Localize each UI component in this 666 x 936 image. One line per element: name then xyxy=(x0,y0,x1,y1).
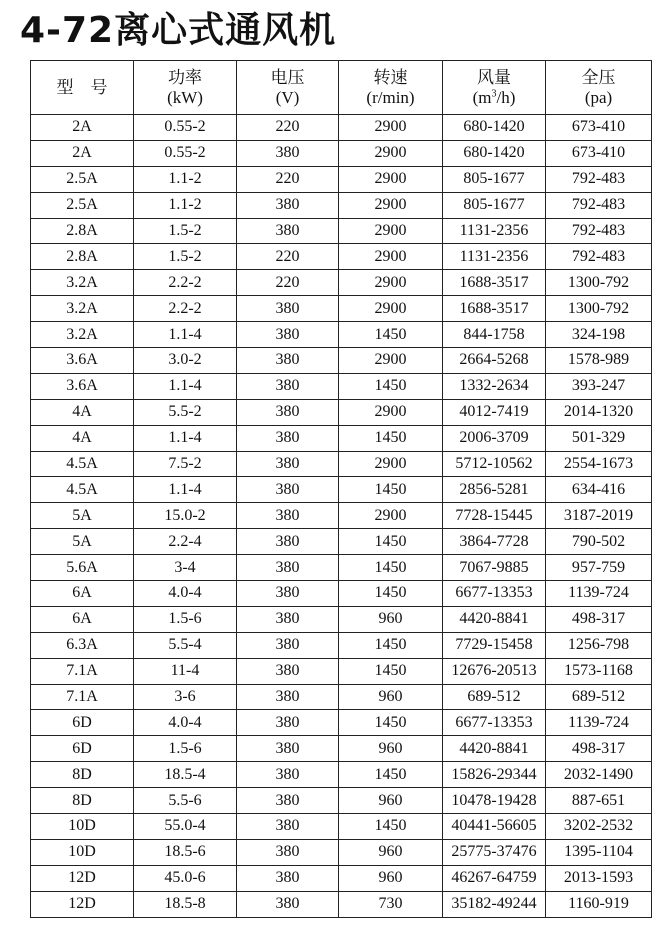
cell-airflow: 10478-19428 xyxy=(443,788,546,814)
cell-airflow: 689-512 xyxy=(443,684,546,710)
cell-speed: 960 xyxy=(339,606,443,632)
table-header-row xyxy=(31,61,652,115)
cell-airflow: 25775-37476 xyxy=(443,839,546,865)
cell-pressure: 393-247 xyxy=(546,373,652,399)
cell-model: 2.8A xyxy=(31,244,134,270)
table-row xyxy=(31,270,652,296)
cell-power: 55.0-4 xyxy=(134,814,237,840)
cell-model: 5.6A xyxy=(31,555,134,581)
header-total-pressure: 全压 (pa) xyxy=(546,61,652,115)
cell-pressure: 1573-1168 xyxy=(546,658,652,684)
table-row xyxy=(31,529,652,555)
cell-speed: 1450 xyxy=(339,632,443,658)
cell-pressure: 1256-798 xyxy=(546,632,652,658)
table-row xyxy=(31,322,652,348)
cell-voltage: 380 xyxy=(237,529,339,555)
cell-voltage: 380 xyxy=(237,296,339,322)
cell-model: 7.1A xyxy=(31,658,134,684)
cell-speed: 960 xyxy=(339,684,443,710)
cell-speed: 2900 xyxy=(339,451,443,477)
cell-model: 4.5A xyxy=(31,451,134,477)
cell-pressure: 792-483 xyxy=(546,218,652,244)
cell-pressure: 887-651 xyxy=(546,788,652,814)
cell-voltage: 380 xyxy=(237,322,339,348)
cell-power: 18.5-8 xyxy=(134,891,237,917)
cell-voltage: 380 xyxy=(237,348,339,374)
cell-speed: 730 xyxy=(339,891,443,917)
cell-speed: 960 xyxy=(339,788,443,814)
cell-model: 5A xyxy=(31,529,134,555)
cell-model: 5A xyxy=(31,503,134,529)
cell-airflow: 40441-56605 xyxy=(443,814,546,840)
cell-power: 18.5-6 xyxy=(134,839,237,865)
cell-pressure: 498-317 xyxy=(546,606,652,632)
cell-airflow: 12676-20513 xyxy=(443,658,546,684)
table-row xyxy=(31,115,652,141)
cell-airflow: 35182-49244 xyxy=(443,891,546,917)
cell-airflow: 2664-5268 xyxy=(443,348,546,374)
cell-model: 3.2A xyxy=(31,296,134,322)
cell-model: 6A xyxy=(31,606,134,632)
cell-power: 18.5-4 xyxy=(134,762,237,788)
cell-power: 1.1-4 xyxy=(134,373,237,399)
cell-pressure: 498-317 xyxy=(546,736,652,762)
cell-pressure: 792-483 xyxy=(546,244,652,270)
cell-power: 1.5-6 xyxy=(134,606,237,632)
cell-speed: 2900 xyxy=(339,192,443,218)
cell-power: 5.5-2 xyxy=(134,399,237,425)
cell-speed: 1450 xyxy=(339,529,443,555)
table-row xyxy=(31,581,652,607)
cell-airflow: 5712-10562 xyxy=(443,451,546,477)
cell-airflow: 15826-29344 xyxy=(443,762,546,788)
cell-pressure: 2013-1593 xyxy=(546,865,652,891)
cell-model: 3.2A xyxy=(31,270,134,296)
cell-voltage: 380 xyxy=(237,710,339,736)
cell-pressure: 792-483 xyxy=(546,192,652,218)
cell-power: 4.0-4 xyxy=(134,581,237,607)
cell-voltage: 380 xyxy=(237,839,339,865)
table-row xyxy=(31,606,652,632)
page-title: 4-72离心式通风机 xyxy=(20,10,337,51)
cell-model: 4A xyxy=(31,399,134,425)
cell-speed: 2900 xyxy=(339,166,443,192)
cell-model: 6A xyxy=(31,581,134,607)
table-row xyxy=(31,373,652,399)
cell-pressure: 3187-2019 xyxy=(546,503,652,529)
cell-model: 6.3A xyxy=(31,632,134,658)
cell-model: 4A xyxy=(31,425,134,451)
cell-pressure: 1300-792 xyxy=(546,296,652,322)
cell-voltage: 380 xyxy=(237,503,339,529)
cell-speed: 1450 xyxy=(339,762,443,788)
cell-airflow: 805-1677 xyxy=(443,192,546,218)
cell-model: 12D xyxy=(31,865,134,891)
cell-model: 2.5A xyxy=(31,192,134,218)
table-row xyxy=(31,451,652,477)
cell-speed: 2900 xyxy=(339,115,443,141)
table-row xyxy=(31,710,652,736)
cell-power: 1.1-2 xyxy=(134,192,237,218)
cell-pressure: 673-410 xyxy=(546,140,652,166)
cell-voltage: 380 xyxy=(237,762,339,788)
table-row xyxy=(31,477,652,503)
cell-speed: 1450 xyxy=(339,555,443,581)
table-row xyxy=(31,788,652,814)
cell-airflow: 1688-3517 xyxy=(443,270,546,296)
cell-airflow: 844-1758 xyxy=(443,322,546,348)
cell-power: 2.2-2 xyxy=(134,296,237,322)
cell-power: 15.0-2 xyxy=(134,503,237,529)
table-row xyxy=(31,658,652,684)
cell-pressure: 2554-1673 xyxy=(546,451,652,477)
cell-airflow: 7728-15445 xyxy=(443,503,546,529)
table-row xyxy=(31,218,652,244)
cell-speed: 1450 xyxy=(339,658,443,684)
cell-pressure: 3202-2532 xyxy=(546,814,652,840)
cell-speed: 1450 xyxy=(339,373,443,399)
cell-airflow: 2856-5281 xyxy=(443,477,546,503)
table-row xyxy=(31,762,652,788)
cell-speed: 1450 xyxy=(339,710,443,736)
cell-airflow: 6677-13353 xyxy=(443,581,546,607)
cell-airflow: 4420-8841 xyxy=(443,736,546,762)
cell-model: 2A xyxy=(31,115,134,141)
cell-power: 3-6 xyxy=(134,684,237,710)
cell-speed: 1450 xyxy=(339,322,443,348)
cell-power: 5.5-4 xyxy=(134,632,237,658)
cell-pressure: 324-198 xyxy=(546,322,652,348)
cell-voltage: 380 xyxy=(237,684,339,710)
cell-pressure: 1139-724 xyxy=(546,710,652,736)
cell-voltage: 380 xyxy=(237,606,339,632)
cell-speed: 2900 xyxy=(339,399,443,425)
cell-speed: 2900 xyxy=(339,270,443,296)
table-row xyxy=(31,736,652,762)
cell-power: 45.0-6 xyxy=(134,865,237,891)
cell-voltage: 380 xyxy=(237,373,339,399)
table-row xyxy=(31,425,652,451)
cell-pressure: 634-416 xyxy=(546,477,652,503)
table-row xyxy=(31,296,652,322)
cell-power: 1.5-2 xyxy=(134,218,237,244)
cell-model: 12D xyxy=(31,891,134,917)
cell-model: 6D xyxy=(31,710,134,736)
cell-pressure: 1300-792 xyxy=(546,270,652,296)
cell-model: 3.2A xyxy=(31,322,134,348)
cell-pressure: 689-512 xyxy=(546,684,652,710)
cell-power: 0.55-2 xyxy=(134,140,237,166)
table-row xyxy=(31,865,652,891)
cell-voltage: 220 xyxy=(237,244,339,270)
fan-spec-table xyxy=(30,60,652,918)
cell-voltage: 380 xyxy=(237,632,339,658)
cell-speed: 2900 xyxy=(339,140,443,166)
cell-airflow: 680-1420 xyxy=(443,115,546,141)
cell-voltage: 380 xyxy=(237,581,339,607)
header-speed: 转速 (r/min) xyxy=(339,61,443,115)
cell-airflow: 7067-9885 xyxy=(443,555,546,581)
cell-voltage: 380 xyxy=(237,865,339,891)
cell-speed: 2900 xyxy=(339,244,443,270)
cell-voltage: 380 xyxy=(237,891,339,917)
cell-voltage: 380 xyxy=(237,399,339,425)
cell-pressure: 501-329 xyxy=(546,425,652,451)
cell-airflow: 3864-7728 xyxy=(443,529,546,555)
cell-airflow: 680-1420 xyxy=(443,140,546,166)
cell-voltage: 220 xyxy=(237,166,339,192)
cell-pressure: 673-410 xyxy=(546,115,652,141)
cell-voltage: 380 xyxy=(237,555,339,581)
cell-speed: 960 xyxy=(339,839,443,865)
cell-airflow: 6677-13353 xyxy=(443,710,546,736)
cell-voltage: 380 xyxy=(237,218,339,244)
table-row xyxy=(31,399,652,425)
table-row xyxy=(31,192,652,218)
cell-voltage: 380 xyxy=(237,451,339,477)
cell-power: 1.5-2 xyxy=(134,244,237,270)
cell-speed: 2900 xyxy=(339,348,443,374)
cell-speed: 1450 xyxy=(339,425,443,451)
cell-speed: 1450 xyxy=(339,814,443,840)
cell-pressure: 1139-724 xyxy=(546,581,652,607)
table-row xyxy=(31,839,652,865)
cell-airflow: 2006-3709 xyxy=(443,425,546,451)
table-row xyxy=(31,244,652,270)
cell-speed: 1450 xyxy=(339,581,443,607)
table-row xyxy=(31,140,652,166)
cell-model: 10D xyxy=(31,839,134,865)
cell-airflow: 4012-7419 xyxy=(443,399,546,425)
header-airflow: 风量 $(m^3/h)$ xyxy=(443,61,546,115)
table-row xyxy=(31,503,652,529)
cell-power: 3.0-2 xyxy=(134,348,237,374)
header-power: 功率 (kW) xyxy=(134,61,237,115)
cell-airflow: 4420-8841 xyxy=(443,606,546,632)
cell-airflow: 7729-15458 xyxy=(443,632,546,658)
cell-model: 6D xyxy=(31,736,134,762)
cell-power: 1.5-6 xyxy=(134,736,237,762)
cell-voltage: 380 xyxy=(237,658,339,684)
cell-power: 1.1-4 xyxy=(134,477,237,503)
cell-model: 2.5A xyxy=(31,166,134,192)
table-row xyxy=(31,891,652,917)
cell-power: 0.55-2 xyxy=(134,115,237,141)
cell-model: 10D xyxy=(31,814,134,840)
cell-voltage: 380 xyxy=(237,788,339,814)
cell-power: 4.0-4 xyxy=(134,710,237,736)
cell-voltage: 380 xyxy=(237,477,339,503)
cell-pressure: 790-502 xyxy=(546,529,652,555)
cell-power: 3-4 xyxy=(134,555,237,581)
table-row xyxy=(31,348,652,374)
cell-power: 5.5-6 xyxy=(134,788,237,814)
cell-model: 7.1A xyxy=(31,684,134,710)
cell-pressure: 792-483 xyxy=(546,166,652,192)
cell-pressure: 1160-919 xyxy=(546,891,652,917)
cell-speed: 2900 xyxy=(339,296,443,322)
cell-voltage: 220 xyxy=(237,115,339,141)
cell-speed: 1450 xyxy=(339,477,443,503)
cell-power: 7.5-2 xyxy=(134,451,237,477)
table-row xyxy=(31,555,652,581)
cell-voltage: 220 xyxy=(237,270,339,296)
cell-model: 8D xyxy=(31,788,134,814)
cell-model: 2A xyxy=(31,140,134,166)
header-model: 型 号 xyxy=(31,61,134,115)
cell-pressure: 1578-989 xyxy=(546,348,652,374)
cell-power: 2.2-4 xyxy=(134,529,237,555)
cell-model: 3.6A xyxy=(31,348,134,374)
cell-power: 1.1-4 xyxy=(134,322,237,348)
cell-pressure: 1395-1104 xyxy=(546,839,652,865)
table-row xyxy=(31,684,652,710)
cell-airflow: 1688-3517 xyxy=(443,296,546,322)
cell-voltage: 380 xyxy=(237,425,339,451)
cell-voltage: 380 xyxy=(237,192,339,218)
cell-model: 8D xyxy=(31,762,134,788)
cell-pressure: 957-759 xyxy=(546,555,652,581)
cell-airflow: 805-1677 xyxy=(443,166,546,192)
cell-speed: 2900 xyxy=(339,218,443,244)
cell-airflow: 1332-2634 xyxy=(443,373,546,399)
cell-model: 2.8A xyxy=(31,218,134,244)
table-row xyxy=(31,632,652,658)
cell-airflow: 1131-2356 xyxy=(443,218,546,244)
table-body xyxy=(31,115,652,918)
cell-speed: 2900 xyxy=(339,503,443,529)
header-voltage: 电压 (V) xyxy=(237,61,339,115)
table-row xyxy=(31,814,652,840)
cell-airflow: 46267-64759 xyxy=(443,865,546,891)
cell-power: 1.1-2 xyxy=(134,166,237,192)
cell-speed: 960 xyxy=(339,865,443,891)
cell-power: 11-4 xyxy=(134,658,237,684)
cell-speed: 960 xyxy=(339,736,443,762)
cell-model: 3.6A xyxy=(31,373,134,399)
cell-voltage: 380 xyxy=(237,736,339,762)
cell-pressure: 2032-1490 xyxy=(546,762,652,788)
cell-power: 2.2-2 xyxy=(134,270,237,296)
table-row xyxy=(31,166,652,192)
cell-pressure: 2014-1320 xyxy=(546,399,652,425)
cell-voltage: 380 xyxy=(237,814,339,840)
cell-voltage: 380 xyxy=(237,140,339,166)
cell-airflow: 1131-2356 xyxy=(443,244,546,270)
cell-model: 4.5A xyxy=(31,477,134,503)
cell-power: 1.1-4 xyxy=(134,425,237,451)
